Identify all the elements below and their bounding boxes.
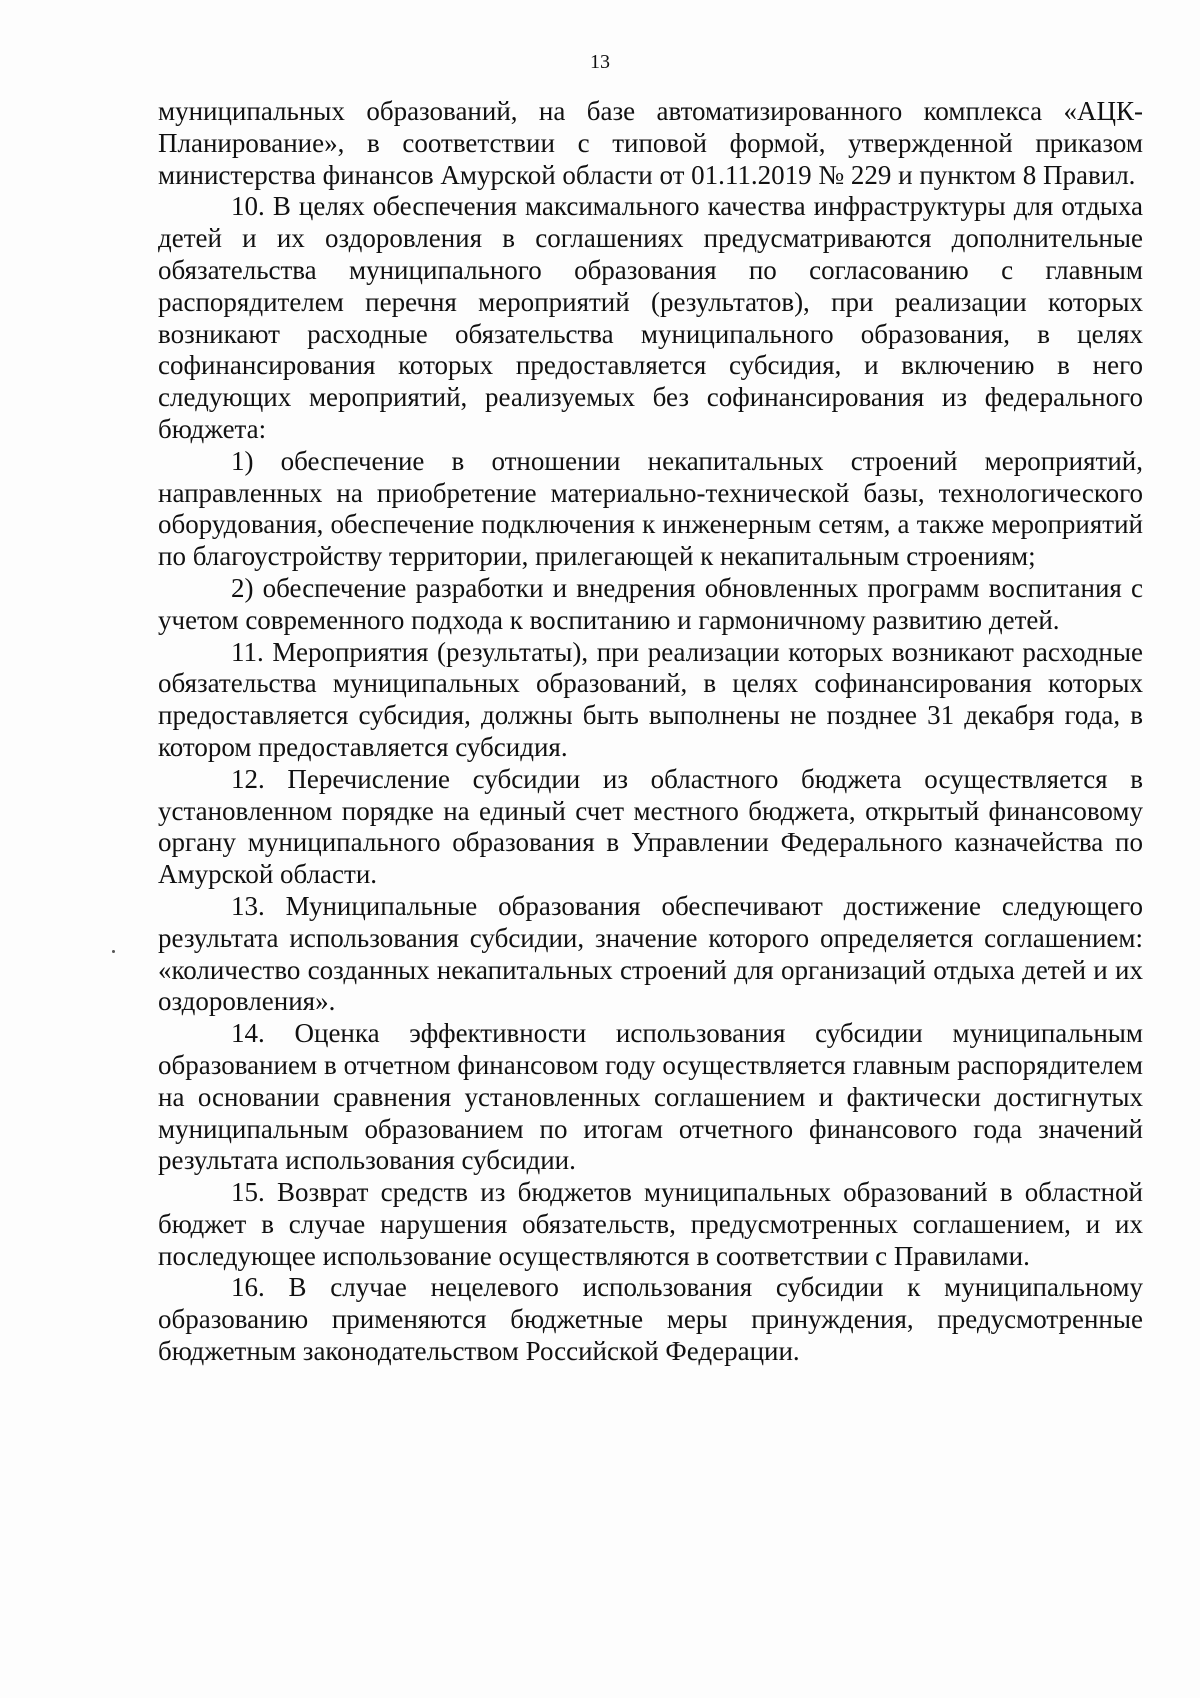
page-number: 13	[590, 51, 610, 73]
paragraph-continuation: муниципальных образований, на базе автоматизированного комплекса «АЦК-Планирование», в соответствии с типовой формой, утвержденной приказом министерства финансов Амурской области от 01.11.2019 № 229 и пунктом 8 Правил.	[158, 96, 1143, 190]
paragraph-16: 16. В случае нецелевого использования субсидии к муниципальному образованию применяются бюджетные меры принуждения, предусмотренные бюджетным законодательством Российской Федерации.	[158, 1272, 1143, 1367]
paragraph-13: 13. Муниципальные образования обеспечивают достижение следующего результата использования субсидии, значение которого определяется соглашением: «количество созданных некапитальных строений для организаций отдыха детей и их оздоровления».	[158, 890, 1143, 1017]
paragraph-14: 14. Оценка эффективности использования субсидии муниципальным образованием в отчетном финансовом году осуществляется главным распорядителем на основании сравнения установленных соглашением и фактически достигнутых муниципальным образованием по итогам отчетного финансового года значений результата использования субсидии.	[158, 1018, 1143, 1176]
paragraph-11: 11. Мероприятия (результаты), при реализации которых возникают расходные обязательства муниципальных образований, в целях софинансирования которых предоставляется субсидия, должны быть выполнены не позднее 31 декабря года, в котором предоставляется субсидия.	[158, 636, 1143, 762]
paragraph-15: 15. Возврат средств из бюджетов муниципальных образований в областной бюджет в случае нарушения обязательств, предусмотренных соглашением, и их последующее использование осуществляются в соответствии с Правилами.	[158, 1177, 1143, 1271]
paragraph-10-item-2: 2) обеспечение разработки и внедрения обновленных программ воспитания с учетом современного подхода к воспитанию и гармоничному развитию детей.	[158, 572, 1143, 635]
paragraph-10-item-1: 1) обеспечение в отношении некапитальных строений мероприятий, направленных на приобретение материально-технической базы, технологического оборудования, обеспечение подключения к инженерным сетям, а также мероприятий по благоустройству территории, прилегающей к некапитальным строениям;	[158, 445, 1143, 572]
paragraph-12: 12. Перечисление субсидии из областного бюджета осуществляется в установленном порядке на единый счет местного бюджета, открытый финансовому органу муниципального образования в Управлении Федерального казначейства по Амурской области.	[158, 763, 1143, 890]
document-body	[158, 96, 1143, 1368]
paragraph-10: 10. В целях обеспечения максимального качества инфраструктуры для отдыха детей и их оздоровления в соглашениях предусматриваются дополнительные обязательства муниципального образования по согласованию с главным распорядителем перечня мероприятий (результатов), при реализации которых возникают расходные обязательства муниципального образования, в целях софинансирования которых предоставляется субсидия, и включению в него следующих мероприятий, реализуемых без софинансирования из федерального бюджета:	[158, 191, 1143, 444]
scan-speck	[112, 950, 115, 953]
